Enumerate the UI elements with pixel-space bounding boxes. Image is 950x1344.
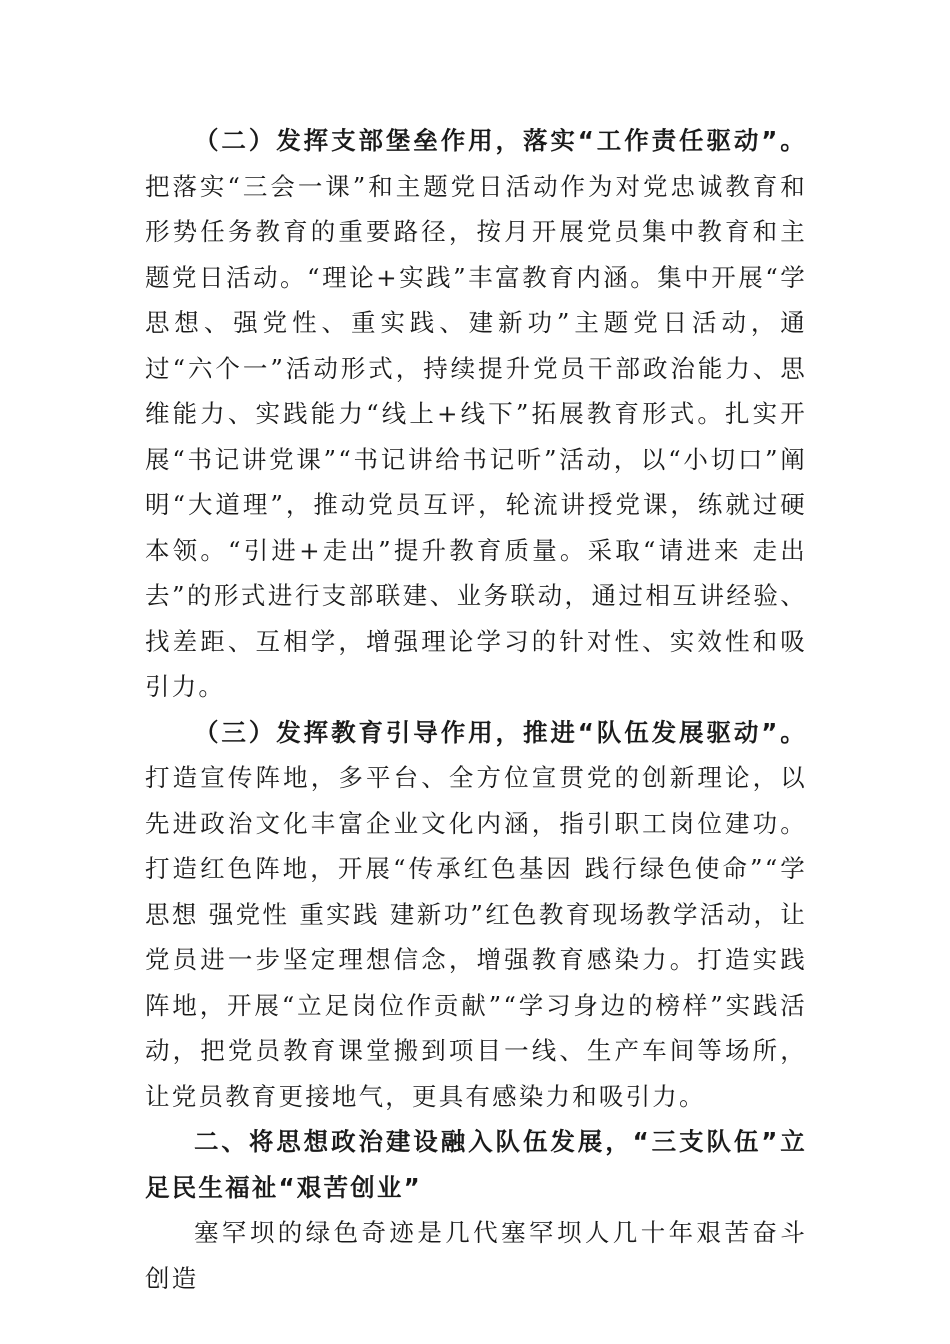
paragraph-heading: （三）发挥教育引导作用，推进“队伍发展驱动”。 [194,717,807,747]
document-body [145,118,807,1301]
paragraph-heading: （二）发挥支部堡垒作用，落实“工作责任驱动”。 [194,126,807,155]
section-heading: 二、将思想政治建设融入队伍发展，“三支队伍”立足民生福祉“艰苦创业” [145,1127,807,1202]
paragraph-team-development [145,710,807,1120]
paragraph-text: 打造宣传阵地，多平台、全方位宣贯党的创新理论，以先进政治文化丰富企业文化内涵，指引职工岗位建功。打造红色阵地，开展“传承红色基因 践行绿色使命”“学思想 强党性 重实践 建新功”红色教育现场教学活动，让党员进一步坚定理想信念，增强教育感染力。打造实践阵地，开展“立足岗位作贡献”“学习身边的榜样”实践活动，把党员教育课堂搬到项目一线、生产车间等场所，让党员教育更接地气，更具有感染力和吸引力。 [145,763,807,1111]
paragraph-text: 把落实“三会一课”和主题党日活动作为对党忠诚教育和形势任务教育的重要路径，按月开展党员集中教育和主题党日活动。“理论+实践”丰富教育内涵。集中开展“学思想、强党性、重实践、建新功”主题党日活动，通过“六个一”活动形式，持续提升党员干部政治能力、思维能力、实践能力“线上+线下”拓展教育形式。扎实开展“书记讲党课”“书记讲给书记听”活动，以“小切口”阐明“大道理”，推动党员互评，轮流讲授党课，练就过硬本领。“引进+走出”提升教育质量。采取“请进来 走出去”的形式进行支部联建、业务联动，通过相互讲经验、找差距、互相学，增强理论学习的针对性、实效性和吸引力。 [145,171,807,701]
paragraph-saihanba: 塞罕坝的绿色奇迹是几代塞罕坝人几十年艰苦奋斗创造 [145,1218,807,1293]
paragraph-work-responsibility [145,118,807,710]
